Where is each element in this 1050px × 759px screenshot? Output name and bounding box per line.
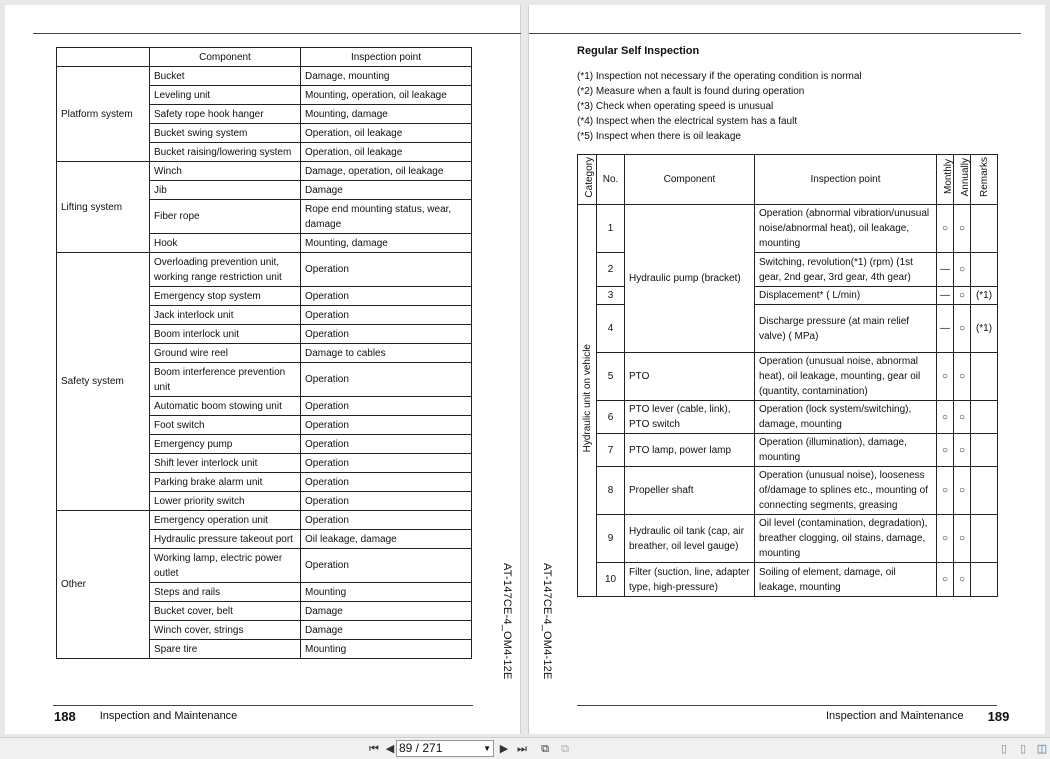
table-row <box>578 434 998 467</box>
header-component: Component <box>150 48 301 67</box>
annually-cell: ○ <box>954 434 971 467</box>
remarks-cell <box>971 401 998 434</box>
component-cell: Ground wire reel <box>150 344 301 363</box>
inspection-point-cell: Operation <box>301 416 472 435</box>
header-inspection-point: Inspection point <box>755 155 937 205</box>
inspection-point-cell: Operation, oil leakage <box>301 143 472 162</box>
remarks-cell <box>971 205 998 253</box>
inspection-point-cell: Operation (unusual noise), looseness of/damage to splines etc., mounting of connecting segments, greasing <box>755 467 937 515</box>
viewer-toolbar <box>0 737 1050 759</box>
remarks-cell <box>971 434 998 467</box>
table-row <box>578 205 998 253</box>
inspection-point-cell: Mounting, damage <box>301 234 472 253</box>
component-cell: Shift lever interlock unit <box>150 454 301 473</box>
header-inspection-point: Inspection point <box>301 48 472 67</box>
inspection-point-cell: Damage to cables <box>301 344 472 363</box>
component-cell: Hydraulic pressure takeout port <box>150 530 301 549</box>
inspection-point-cell: Operation <box>301 492 472 511</box>
inspection-point-cell: Oil leakage, damage <box>301 530 472 549</box>
header-rule <box>33 33 521 34</box>
inspection-point-cell: Operation <box>301 473 472 492</box>
header-component: Component <box>625 155 755 205</box>
annually-cell: ○ <box>954 253 971 287</box>
inspection-point-cell: Mounting <box>301 583 472 602</box>
page-heading: Regular Self Inspection <box>577 45 700 57</box>
component-cell: PTO <box>625 353 755 401</box>
annually-cell: ○ <box>954 563 971 597</box>
component-cell: Emergency pump <box>150 435 301 454</box>
inspection-point-cell: Operation <box>301 435 472 454</box>
inspection-point-cell: Displacement* ( L/min) <box>755 287 937 305</box>
section-title: Inspection and Maintenance <box>99 710 238 722</box>
note: (*5) Inspect when there is oil leakage <box>577 131 741 142</box>
number-cell: 2 <box>597 253 625 287</box>
inspection-point-cell: Operation <box>301 363 472 397</box>
chevron-down-icon: ▼ <box>483 744 491 753</box>
inspection-point-cell: Switching, revolution(*1) (rpm) (1st gear, 2nd gear, 3rd gear, 4th gear) <box>755 253 937 287</box>
annually-cell: ○ <box>954 205 971 253</box>
two-page-continuous-icon[interactable]: ◫ <box>1036 743 1048 755</box>
single-page-icon[interactable]: ▯ <box>1000 743 1008 755</box>
header-remarks: Remarks <box>971 155 998 205</box>
inspection-point-cell: Operation <box>301 454 472 473</box>
inspection-point-cell: Mounting, operation, oil leakage <box>301 86 472 105</box>
number-cell: 4 <box>597 305 625 353</box>
inspection-point-cell: Operation, oil leakage <box>301 124 472 143</box>
component-cell: Boom interference prevention unit <box>150 363 301 397</box>
annually-cell: ○ <box>954 467 971 515</box>
number-cell: 8 <box>597 467 625 515</box>
notes-list <box>577 69 862 144</box>
number-cell: 6 <box>597 401 625 434</box>
table-row <box>578 401 998 434</box>
page-number: 188 <box>54 708 76 724</box>
header-rule <box>529 33 1021 34</box>
monthly-cell: ○ <box>937 515 954 563</box>
monthly-cell: — <box>937 287 954 305</box>
note: (*3) Check when operating speed is unusual <box>577 101 774 112</box>
inspection-point-cell: Damage <box>301 602 472 621</box>
component-cell: Hydraulic pump (bracket) <box>625 205 755 353</box>
inspection-point-cell: Damage, mounting <box>301 67 472 86</box>
section-title: Inspection and Maintenance <box>826 710 964 722</box>
component-cell: Emergency stop system <box>150 287 301 306</box>
doc-code: AT-147CE-4_OM4-12E <box>541 563 553 680</box>
inspection-point-cell: Operation <box>301 325 472 344</box>
inspection-point-cell: Rope end mounting status, wear, damage <box>301 200 472 234</box>
component-cell: Parking brake alarm unit <box>150 473 301 492</box>
category-cell: Lifting system <box>57 162 150 253</box>
inspection-point-cell: Operation (abnormal vibration/unusual noise/abnormal heat), oil leakage, mounting <box>755 205 937 253</box>
inspection-point-cell: Mounting <box>301 640 472 659</box>
category-cell: Hydraulic unit on vehicle <box>578 205 597 597</box>
header-category: Category <box>578 155 597 205</box>
first-page-icon[interactable]: ⏮ <box>369 743 379 755</box>
component-cell: Safety rope hook hanger <box>150 105 301 124</box>
component-cell: Winch <box>150 162 301 181</box>
inspection-point-cell: Damage, operation, oil leakage <box>301 162 472 181</box>
table-row <box>57 67 472 86</box>
number-cell: 9 <box>597 515 625 563</box>
inspection-point-cell: Operation <box>301 549 472 583</box>
remarks-cell: (*1) <box>971 305 998 353</box>
annually-cell: ○ <box>954 287 971 305</box>
left-page <box>5 5 521 734</box>
inspection-point-cell: Mounting, damage <box>301 105 472 124</box>
footer-rule <box>53 705 473 706</box>
inspection-point-cell: Discharge pressure (at main relief valve) ( MPa) <box>755 305 937 353</box>
remarks-cell <box>971 353 998 401</box>
inspection-point-cell: Oil level (contamination, degradation), breather clogging, oil stains, damage, mounting <box>755 515 937 563</box>
right-inspection-table <box>577 154 998 597</box>
table-row <box>57 511 472 530</box>
component-cell: PTO lever (cable, link), PTO switch <box>625 401 755 434</box>
remarks-cell <box>971 515 998 563</box>
note: (*1) Inspection not necessary if the operating condition is normal <box>577 71 862 82</box>
right-footer <box>826 707 1009 725</box>
prev-page-icon[interactable]: ◀ <box>385 743 395 755</box>
component-cell: Bucket raising/lowering system <box>150 143 301 162</box>
header-monthly: Monthly <box>937 155 954 205</box>
annually-cell: ○ <box>954 305 971 353</box>
annually-cell: ○ <box>954 401 971 434</box>
component-cell: Steps and rails <box>150 583 301 602</box>
component-cell: Winch cover, strings <box>150 621 301 640</box>
monthly-cell: — <box>937 305 954 353</box>
note: (*4) Inspect when the electrical system has a fault <box>577 116 798 127</box>
inspection-point-cell: Operation (unusual noise, abnormal heat), oil leakage, mounting, gear oil (quantity, contamination) <box>755 353 937 401</box>
component-cell: Hydraulic oil tank (cap, air breather, oil level gauge) <box>625 515 755 563</box>
inspection-point-cell: Soiling of element, damage, oil leakage, mounting <box>755 563 937 597</box>
annually-cell: ○ <box>954 353 971 401</box>
inspection-point-cell: Operation <box>301 306 472 325</box>
inspection-point-cell: Operation <box>301 287 472 306</box>
component-cell: Spare tire <box>150 640 301 659</box>
monthly-cell: ○ <box>937 434 954 467</box>
number-cell: 7 <box>597 434 625 467</box>
number-cell: 5 <box>597 353 625 401</box>
table-row <box>578 515 998 563</box>
component-cell: Leveling unit <box>150 86 301 105</box>
footer-rule <box>577 705 997 706</box>
remarks-cell <box>971 253 998 287</box>
inspection-point-cell: Damage <box>301 621 472 640</box>
page-number-select[interactable]: 89 / 271 ▼ <box>396 740 494 757</box>
table-row <box>57 253 472 287</box>
component-cell: Foot switch <box>150 416 301 435</box>
component-cell: Bucket cover, belt <box>150 602 301 621</box>
component-cell: Lower priority switch <box>150 492 301 511</box>
table-row <box>578 353 998 401</box>
monthly-cell: ○ <box>937 401 954 434</box>
monthly-cell: ○ <box>937 205 954 253</box>
right-page <box>528 5 1045 734</box>
remarks-cell <box>971 563 998 597</box>
inspection-point-cell: Operation <box>301 253 472 287</box>
header-no: No. <box>597 155 625 205</box>
inspection-point-cell: Damage <box>301 181 472 200</box>
component-cell: Automatic boom stowing unit <box>150 397 301 416</box>
component-cell: Hook <box>150 234 301 253</box>
two-page-icon[interactable]: ▯ <box>1019 743 1027 755</box>
left-footer <box>54 707 237 725</box>
fit-page-icon[interactable]: ⧉ <box>541 743 549 755</box>
component-cell: Emergency operation unit <box>150 511 301 530</box>
component-cell: Jack interlock unit <box>150 306 301 325</box>
next-page-icon[interactable]: ▶ <box>499 743 509 755</box>
table-row <box>578 563 998 597</box>
component-cell: Bucket swing system <box>150 124 301 143</box>
number-cell: 3 <box>597 287 625 305</box>
monthly-cell: ○ <box>937 353 954 401</box>
table-row <box>57 162 472 181</box>
component-cell: Working lamp, electric power outlet <box>150 549 301 583</box>
component-cell: Overloading prevention unit, working range restriction unit <box>150 253 301 287</box>
inspection-point-cell: Operation <box>301 397 472 416</box>
component-cell: Filter (suction, line, adapter type, high-pressure) <box>625 563 755 597</box>
note: (*2) Measure when a fault is found during operation <box>577 86 805 97</box>
component-cell: Propeller shaft <box>625 467 755 515</box>
header-annually: Annually <box>954 155 971 205</box>
component-cell: Jib <box>150 181 301 200</box>
inspection-point-cell: Operation <box>301 511 472 530</box>
fit-width-icon[interactable]: ⧉ <box>561 743 569 755</box>
component-cell: Boom interlock unit <box>150 325 301 344</box>
component-cell: Bucket <box>150 67 301 86</box>
table-row <box>578 467 998 515</box>
remarks-cell: (*1) <box>971 287 998 305</box>
monthly-cell: ○ <box>937 467 954 515</box>
category-cell: Platform system <box>57 67 150 162</box>
annually-cell: ○ <box>954 515 971 563</box>
number-cell: 10 <box>597 563 625 597</box>
inspection-point-cell: Operation (illumination), damage, mounting <box>755 434 937 467</box>
inspection-point-cell: Operation (lock system/switching), damage, mounting <box>755 401 937 434</box>
component-cell: PTO lamp, power lamp <box>625 434 755 467</box>
remarks-cell <box>971 467 998 515</box>
monthly-cell: ○ <box>937 563 954 597</box>
component-cell: Fiber rope <box>150 200 301 234</box>
category-cell: Safety system <box>57 253 150 511</box>
left-inspection-table <box>56 47 472 659</box>
number-cell: 1 <box>597 205 625 253</box>
doc-code: AT-147CE-4_OM4-12E <box>501 563 513 680</box>
page-number: 189 <box>987 708 1010 724</box>
monthly-cell: — <box>937 253 954 287</box>
header-blank <box>57 48 150 67</box>
last-page-icon[interactable]: ⏭ <box>517 743 527 755</box>
category-cell: Other <box>57 511 150 659</box>
